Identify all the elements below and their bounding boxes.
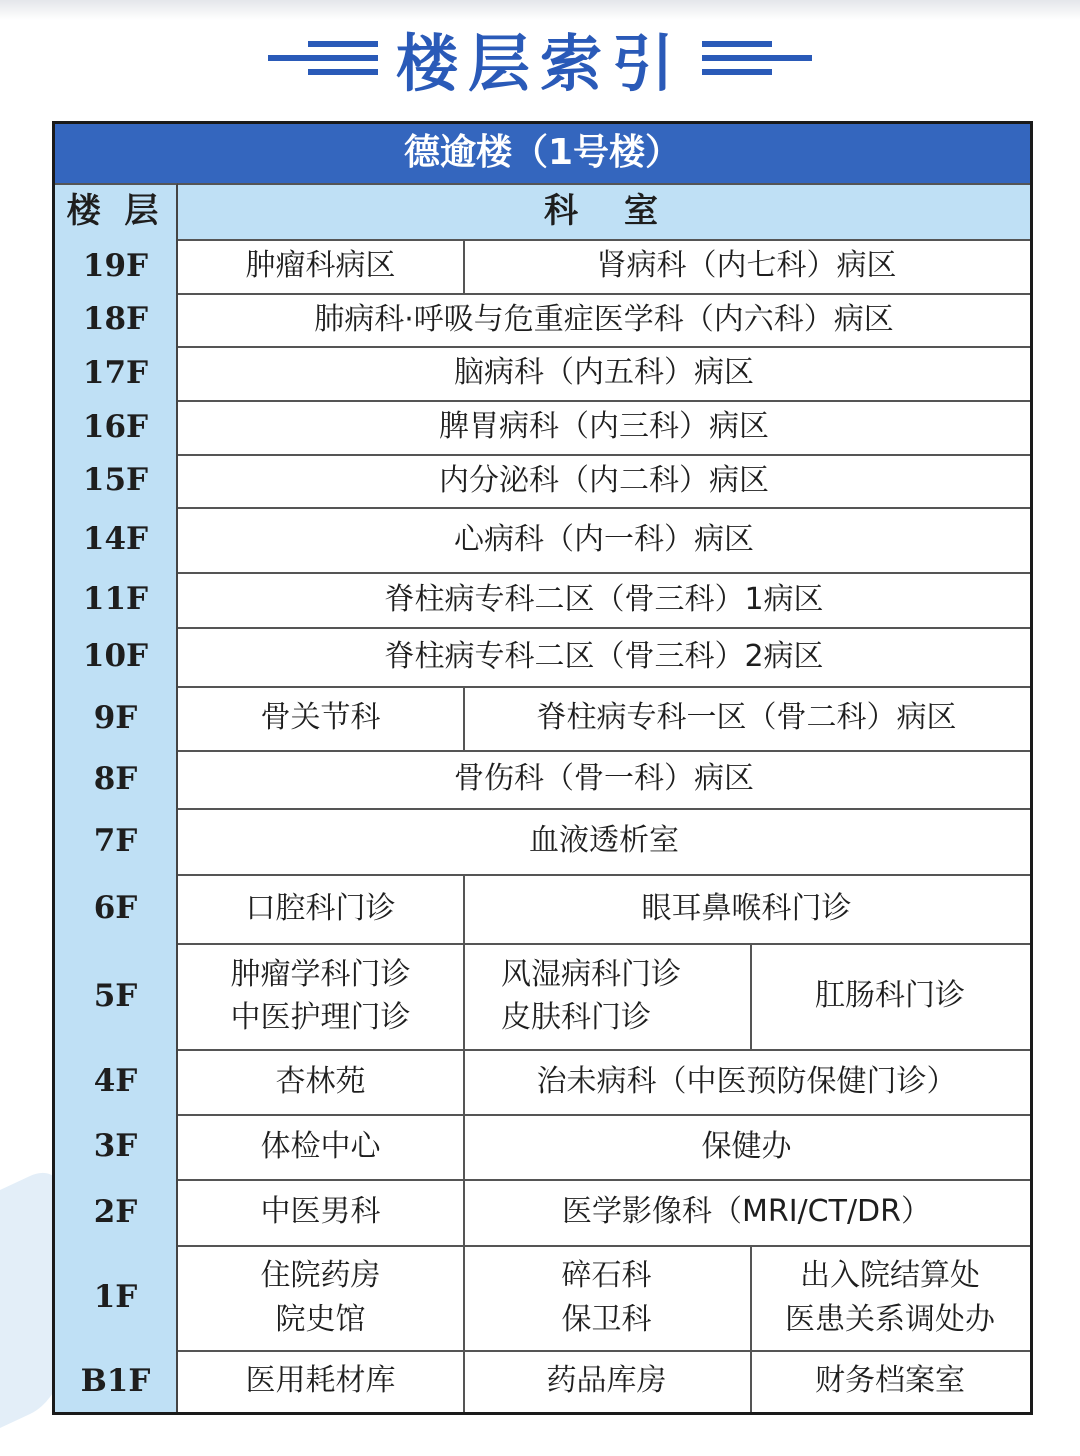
department-cell: 杏林苑 xyxy=(275,1063,366,1099)
column-divider xyxy=(750,943,752,1049)
floor-label: 16F xyxy=(55,400,178,454)
floor-label: 11F xyxy=(55,572,178,627)
department-cell: 骨关节科 xyxy=(260,700,381,736)
department-name: 风湿病科门诊 xyxy=(501,956,681,992)
department-name: 住院药房 xyxy=(260,1258,381,1293)
department-cell: 脊柱病专科二区（骨三科）1病区 xyxy=(384,581,824,617)
column-divider xyxy=(750,1350,752,1412)
floor-label: 2F xyxy=(55,1179,178,1245)
department-cell: 骨伤科（骨一科）病区 xyxy=(454,761,754,797)
department-cell: 眼耳鼻喉科门诊 xyxy=(641,890,852,926)
department-name: 中医护理门诊 xyxy=(230,1000,411,1035)
department-cell: 脑病科（内五科）病区 xyxy=(454,355,754,391)
floor-label: 10F xyxy=(55,627,178,686)
department-cell: 血液透析室 xyxy=(529,823,679,859)
department-cell: 内分泌科（内二科）病区 xyxy=(439,462,769,498)
department-name: 医患关系调处办 xyxy=(785,1301,995,1337)
column-divider xyxy=(463,686,465,750)
department-cell: 肾病科（内七科）病区 xyxy=(596,248,897,284)
building-name: 德逾楼（1号楼） xyxy=(55,124,1030,183)
floor-column-header: 楼 层 xyxy=(55,183,178,239)
department-cell: 药品库房 xyxy=(546,1363,667,1399)
department-column-header: 科 室 xyxy=(178,183,1030,239)
department-cell xyxy=(463,1245,750,1350)
department-cell: 治未病科（中医预防保健门诊） xyxy=(536,1063,957,1099)
department-cell: 肿瘤科病区 xyxy=(245,248,396,284)
column-divider xyxy=(463,874,465,943)
floor-label: 15F xyxy=(55,454,178,507)
department-name: 院史馆 xyxy=(275,1301,366,1337)
department-name: 出入院结算处 xyxy=(800,1258,980,1293)
title-decoration-left xyxy=(268,41,378,75)
column-divider xyxy=(463,1350,465,1412)
department-name: 碎石科 xyxy=(561,1258,652,1293)
column-divider xyxy=(750,1245,752,1350)
department-cell xyxy=(178,943,463,1049)
floor-label: 3F xyxy=(55,1114,178,1179)
department-cell: 口腔科门诊 xyxy=(245,890,396,926)
floor-label: B1F xyxy=(55,1350,178,1412)
department-cell: 中医男科 xyxy=(260,1194,381,1230)
floor-label: 1F xyxy=(55,1245,178,1350)
department-name: 皮肤科门诊 xyxy=(501,1000,651,1035)
department-cell: 保健办 xyxy=(701,1128,792,1164)
department-cell: 脊柱病专科一区（骨二科）病区 xyxy=(536,700,957,736)
department-name: 保卫科 xyxy=(561,1301,652,1337)
floor-label: 19F xyxy=(55,239,178,293)
department-cell: 脾胃病科（内三科）病区 xyxy=(439,409,769,445)
floor-label: 7F xyxy=(55,808,178,874)
department-cell: 肺病科·呼吸与危重症医学科（内六科）病区 xyxy=(314,301,894,337)
floor-label: 18F xyxy=(55,293,178,346)
department-cell: 财务档案室 xyxy=(815,1363,965,1399)
floor-index-table xyxy=(52,121,1033,1415)
department-cell xyxy=(178,1245,463,1350)
column-divider xyxy=(463,1049,465,1114)
department-cell: 医学影像科（MRI/CT/DR） xyxy=(561,1194,931,1230)
floor-label: 9F xyxy=(55,686,178,750)
floor-label: 5F xyxy=(55,943,178,1049)
department-cell: 脊柱病专科二区（骨三科）2病区 xyxy=(384,638,824,674)
side-decoration xyxy=(0,1162,60,1456)
department-cell: 医用耗材库 xyxy=(245,1363,396,1399)
column-divider xyxy=(463,1245,465,1350)
department-cell xyxy=(463,943,750,1049)
page-title: 楼层索引 xyxy=(395,26,684,100)
column-divider xyxy=(463,943,465,1049)
floor-label: 14F xyxy=(55,507,178,572)
department-cell: 心病科（内一科）病区 xyxy=(454,521,754,557)
title-decoration-right xyxy=(702,41,812,75)
department-cell: 肛肠科门诊 xyxy=(815,978,965,1014)
page-title-bar xyxy=(0,18,1080,98)
column-divider xyxy=(463,1179,465,1245)
column-divider xyxy=(463,1114,465,1179)
floor-label: 4F xyxy=(55,1049,178,1114)
floor-label: 17F xyxy=(55,346,178,400)
floor-label: 8F xyxy=(55,750,178,808)
column-divider xyxy=(463,239,465,293)
department-name: 肿瘤学科门诊 xyxy=(230,956,411,992)
floor-label: 6F xyxy=(55,874,178,943)
department-cell: 体检中心 xyxy=(260,1128,381,1164)
department-cell xyxy=(750,1245,1030,1350)
